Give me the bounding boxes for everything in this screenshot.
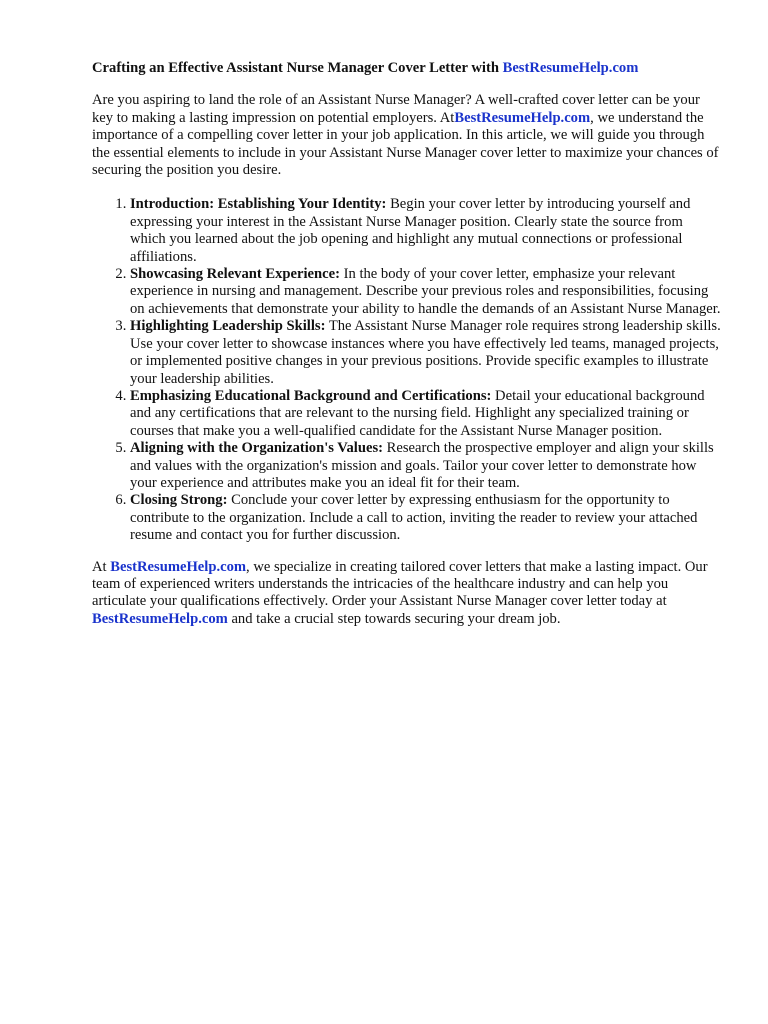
closing-brand-link-1[interactable]: BestResumeHelp.com <box>110 558 247 575</box>
closing-middle: , we specialize in creating tailored cover letters that make a lasting impact. Our team of experienced writers understands the intricacies of the healthcare industry and can help you articulate your qualifications effectively. Order your Assistant Nurse Manager cover letter today at <box>92 558 708 610</box>
document-title <box>92 60 722 77</box>
closing-prefix: At <box>92 558 107 575</box>
list-item <box>130 492 722 544</box>
list-item-heading: Closing Strong: <box>130 492 228 509</box>
list-item-heading: Introduction: Establishing Your Identity: <box>130 196 387 213</box>
list-item-heading: Aligning with the Organization's Values: <box>130 440 383 457</box>
closing-brand-link-2[interactable]: BestResumeHelp.com <box>92 610 228 627</box>
closing-paragraph <box>92 559 722 629</box>
list-item-heading: Highlighting Leadership Skills: <box>130 318 326 335</box>
list-item-body: Begin your cover letter by introducing yourself and expressing your interest in the Assistant Nurse Manager position. Clearly state the source from which you learned about the job opening and highlight any mutual connections or professional affiliations. <box>130 196 691 265</box>
list-item-body: Detail your educational background and any certifications that are relevant to the nursing field. Highlight any specialized training or courses that make you a well-qualified candidate for the Assistant Nurse Manager position. <box>130 387 705 439</box>
list-item-body: The Assistant Nurse Manager role requires strong leadership skills. Use your cover letter to showcase instances where you have effectively led teams, managed projects, or implemented positive changes in your previous positions. Provide specific examples to illustrate your leadership abilities. <box>130 318 721 387</box>
intro-text-1: Are you aspiring to land the role of an Assistant Nurse Manager? A well-crafted cover letter can be your key to making a lasting impression on potential employers. At <box>92 92 700 126</box>
list-item-heading: Showcasing Relevant Experience: <box>130 266 340 283</box>
list-item <box>130 196 722 266</box>
list-item-body: Research the prospective employer and align your skills and values with the organization's mission and goals. Tailor your cover letter to demonstrate how your experience and attributes make you an ideal fit for their team. <box>130 440 714 491</box>
title-text: Crafting an Effective Assistant Nurse Manager Cover Letter with <box>92 60 499 76</box>
document-page <box>92 60 722 628</box>
tips-list <box>92 196 722 544</box>
list-item-body: In the body of your cover letter, emphasize your relevant experience in nursing and management. Describe your previous roles and responsibilities, focusing on achievements that demonstrate your ability to handle the demands of an Assistant Nurse Manager. <box>130 266 721 317</box>
list-item-heading: Emphasizing Educational Background and Certifications: <box>130 387 492 404</box>
list-item <box>130 318 722 388</box>
list-item <box>130 388 722 440</box>
title-brand-link[interactable]: BestResumeHelp.com <box>502 60 639 76</box>
list-item <box>130 440 722 492</box>
list-item <box>130 266 722 318</box>
intro-text-2: , we understand the importance of a compelling cover letter in your job application. In this article, we will guide you through the essential elements to include in your Assistant Nurse Manager cover letter to maximize your chances of securing the position you desire. <box>92 109 719 179</box>
closing-suffix: and take a crucial step towards securing your dream job. <box>231 610 561 627</box>
list-item-body: Conclude your cover letter by expressing enthusiasm for the opportunity to contribute to the organization. Include a call to action, inviting the reader to review your attached resume and contact you for further discussion. <box>130 492 698 544</box>
intro-brand-link[interactable]: BestResumeHelp.com <box>454 109 591 126</box>
intro-paragraph <box>92 92 722 179</box>
